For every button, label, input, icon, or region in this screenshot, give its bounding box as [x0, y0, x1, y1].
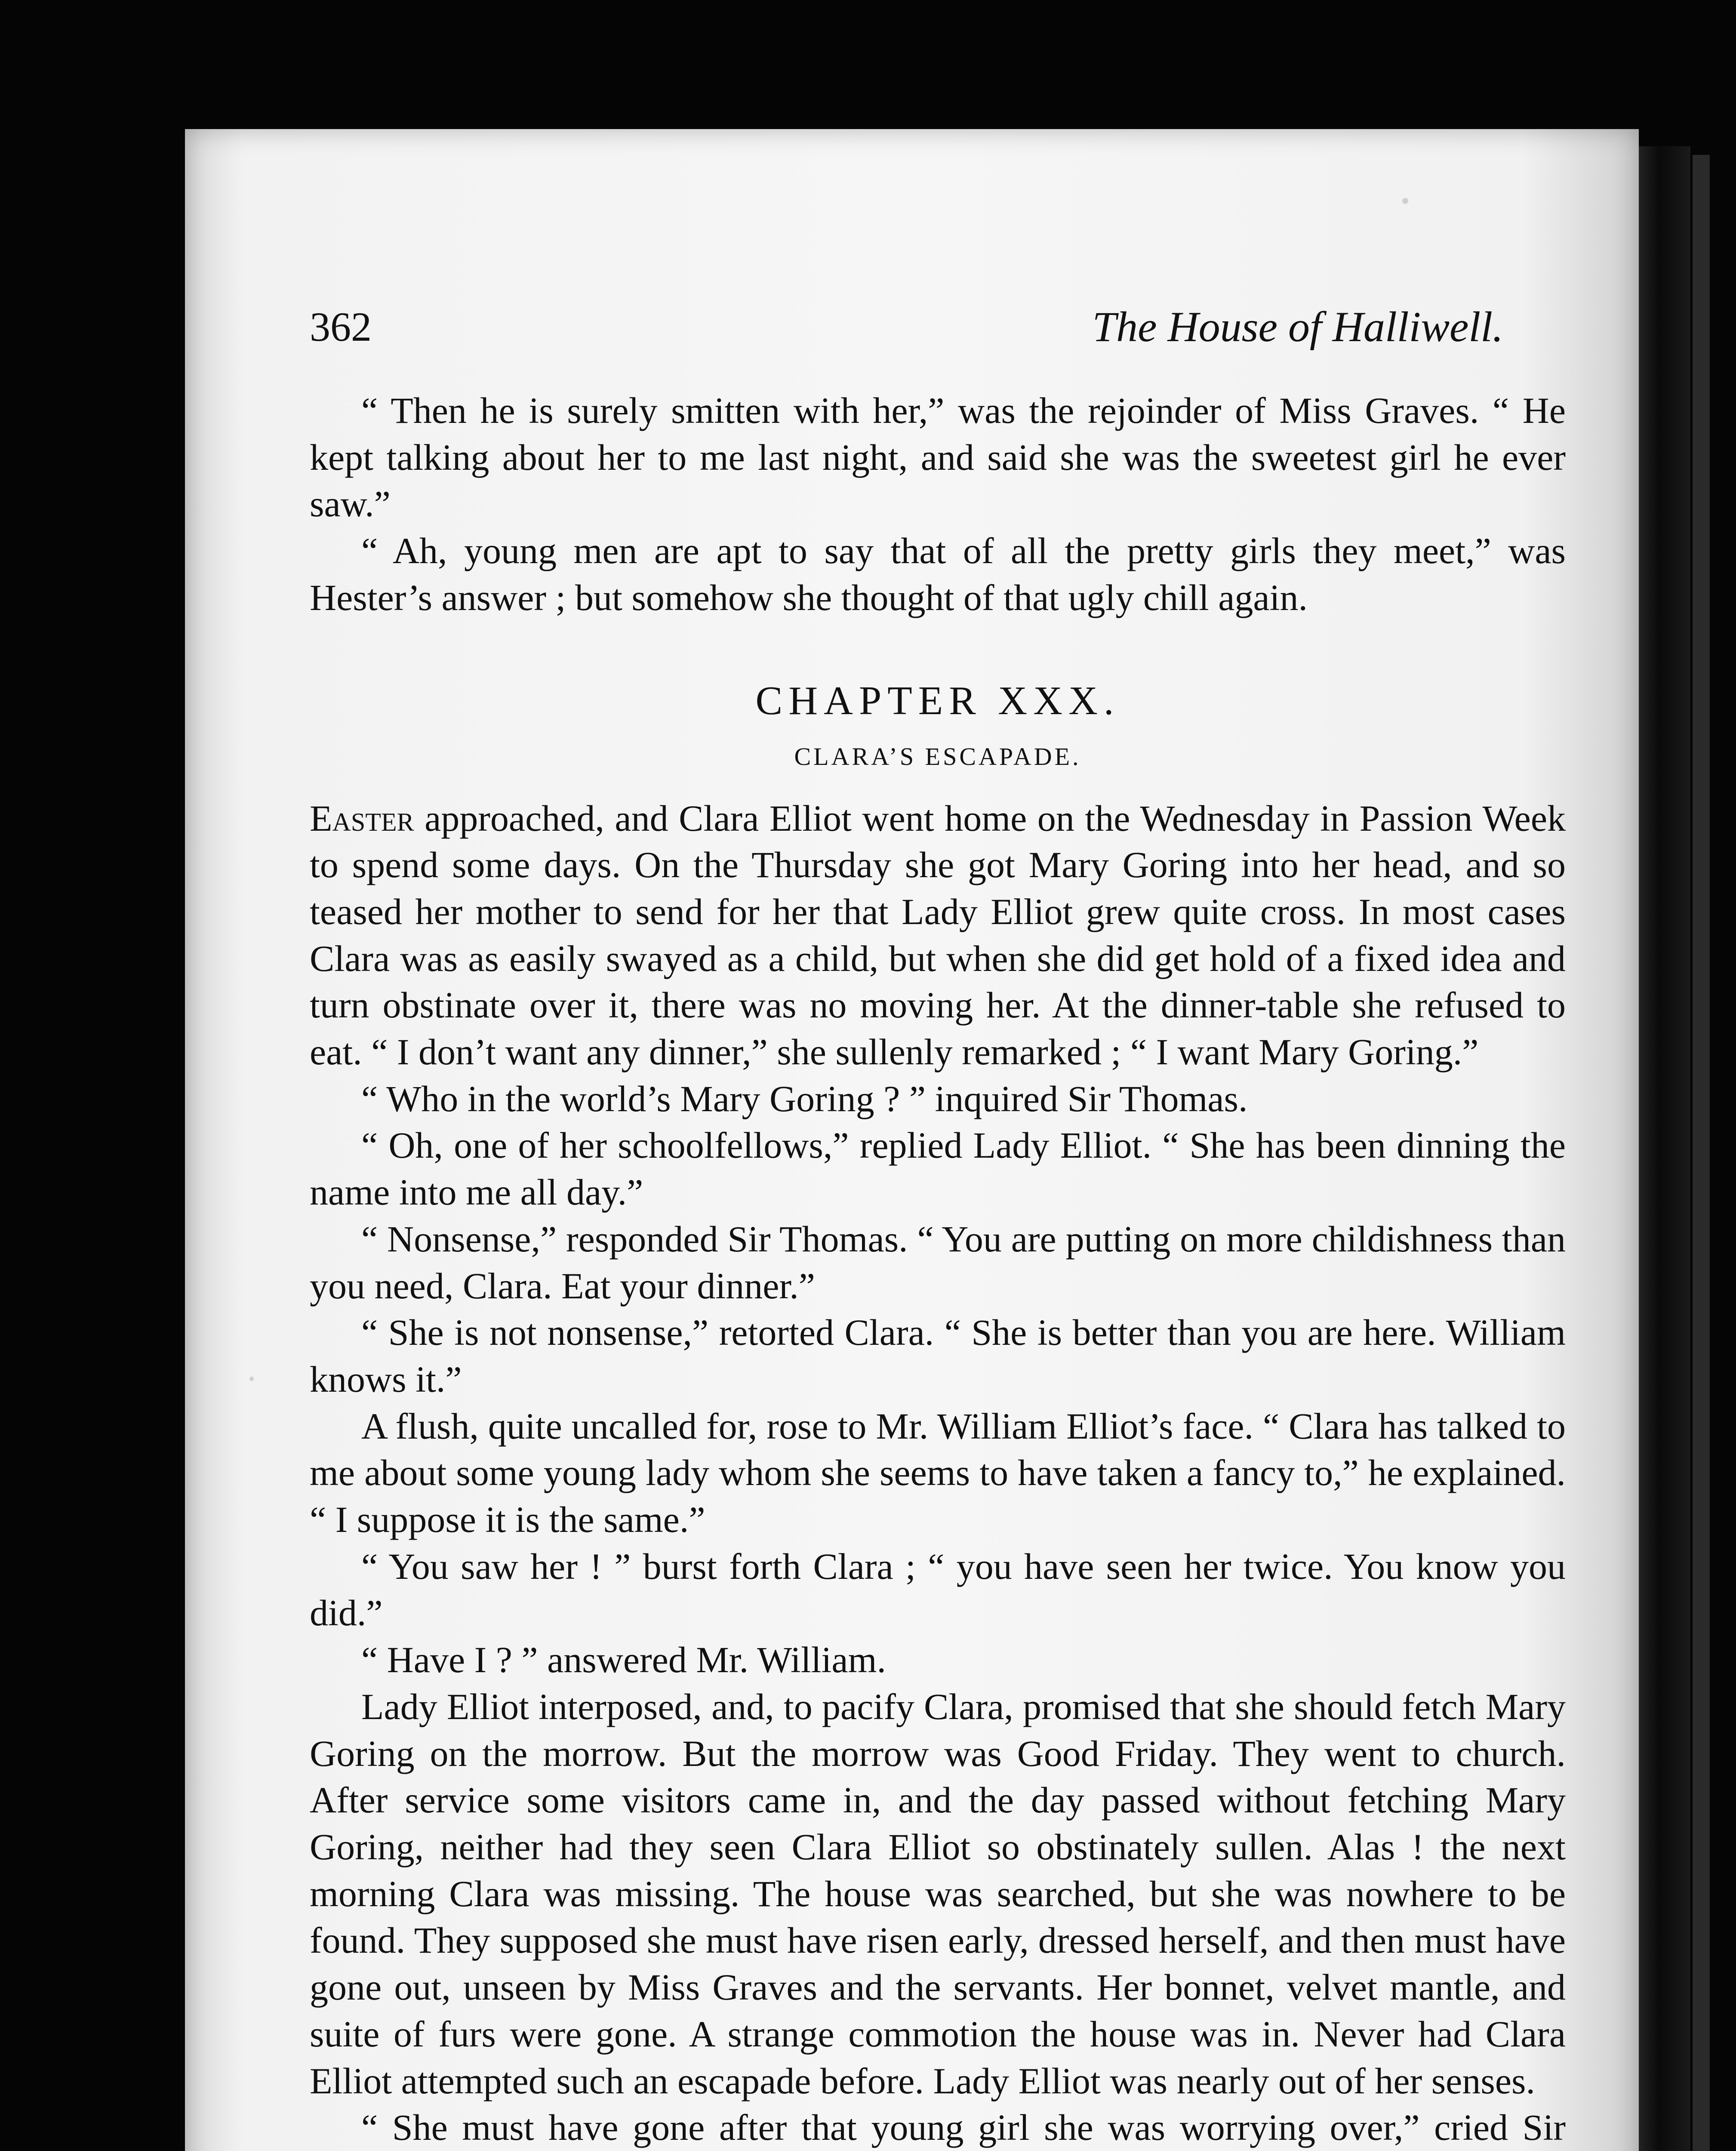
paragraph: “ Who in the world’s Mary Goring ? ” inquired Sir Thomas.: [361, 1078, 1248, 1119]
paper-speck: [249, 1377, 254, 1381]
opening-word: Easter: [310, 797, 414, 839]
chapter-heading: CHAPTER XXX.: [755, 678, 1120, 723]
page-number: 362: [310, 304, 372, 350]
paragraph: Lady Elliot interposed, and, to pacify Clara, promised that she should fetch Mary Goring on the morrow. But the morrow was Good Friday. They went to church. After service some visitors came in, and the day passed without fetching Mary Goring, neither had they seen Clara Elliot so obstinately sullen. Alas ! the next morning Clara was missing. The house was searched, but she was nowhere to be found. They supposed she must have risen early, dressed herself, and then must have gone out, unseen by Miss Graves and the servants. Her bonnet, velvet mantle, and suite of furs were gone. A strange commotion the house was in. Never had Clara Elliot attempted such an escapade before. Lady Elliot was nearly out of her senses.: [310, 1686, 1566, 2102]
paragraph: “ Nonsense,” responded Sir Thomas. “ You are putting on more childishness than you need, Clara. Eat your dinner.”: [310, 1218, 1566, 1307]
running-title: The House of Halliwell.: [1092, 303, 1503, 351]
opening-paragraph-text: approached, and Clara Elliot went home on the Wednesday in Passion Week to spend some days. On the Thursday she got Mary Goring into her head, and so teased her mother to send for her that Lady Elliot grew quite cross. In most cases Clara was as easily swayed as a child, but when she did get hold of a fixed idea and turn obstinate over it, there was no moving her. At the dinner-table she refused to eat. “ I don’t want any dinner,” she sullenly remarked ; “ I want Mary Goring.”: [310, 797, 1566, 1073]
paragraph: A flush, quite uncalled for, rose to Mr. William Elliot’s face. “ Clara has talked to me about some young lady whom she seems to have taken a fancy to,” he explained. “ I suppose it is the same.”: [310, 1405, 1566, 1541]
paragraph: “ Have I ? ” answered Mr. William.: [361, 1639, 886, 1681]
paragraph: “ You saw her ! ” burst forth Clara ; “ you have seen her twice. You know you did.”: [310, 1545, 1566, 1634]
paragraph: “ She is not nonsense,” retorted Clara. “ She is better than you are here. William knows it.”: [310, 1312, 1566, 1400]
paragraph: “ She must have gone after that young girl she was worrying over,” cried Sir: [361, 2107, 1566, 2148]
body-text: [310, 387, 1566, 2151]
paragraph: “ Oh, one of her schoolfellows,” replied Lady Elliot. “ She has been dinning the name into me all day.”: [310, 1125, 1566, 1213]
paragraph: “ Then he is surely smitten with her,” was the rejoinder of Miss Graves. “ He kept talking about her to me last night, and said she was the sweetest girl he ever saw.”: [310, 390, 1566, 525]
adjacent-page-edge: [1693, 155, 1710, 2151]
page-edge-shadow: [1639, 146, 1690, 2151]
running-header: [310, 297, 1566, 357]
chapter-subtitle: CLARA’S ESCAPADE.: [794, 742, 1081, 770]
chapter-opening-paragraph: [310, 795, 1566, 1076]
paper-speck: [1402, 198, 1408, 204]
paragraph: “ Ah, young men are apt to say that of all the pretty girls they meet,” was Hester’s answer ; but somehow she thought of that ugly chill again.: [310, 530, 1566, 618]
